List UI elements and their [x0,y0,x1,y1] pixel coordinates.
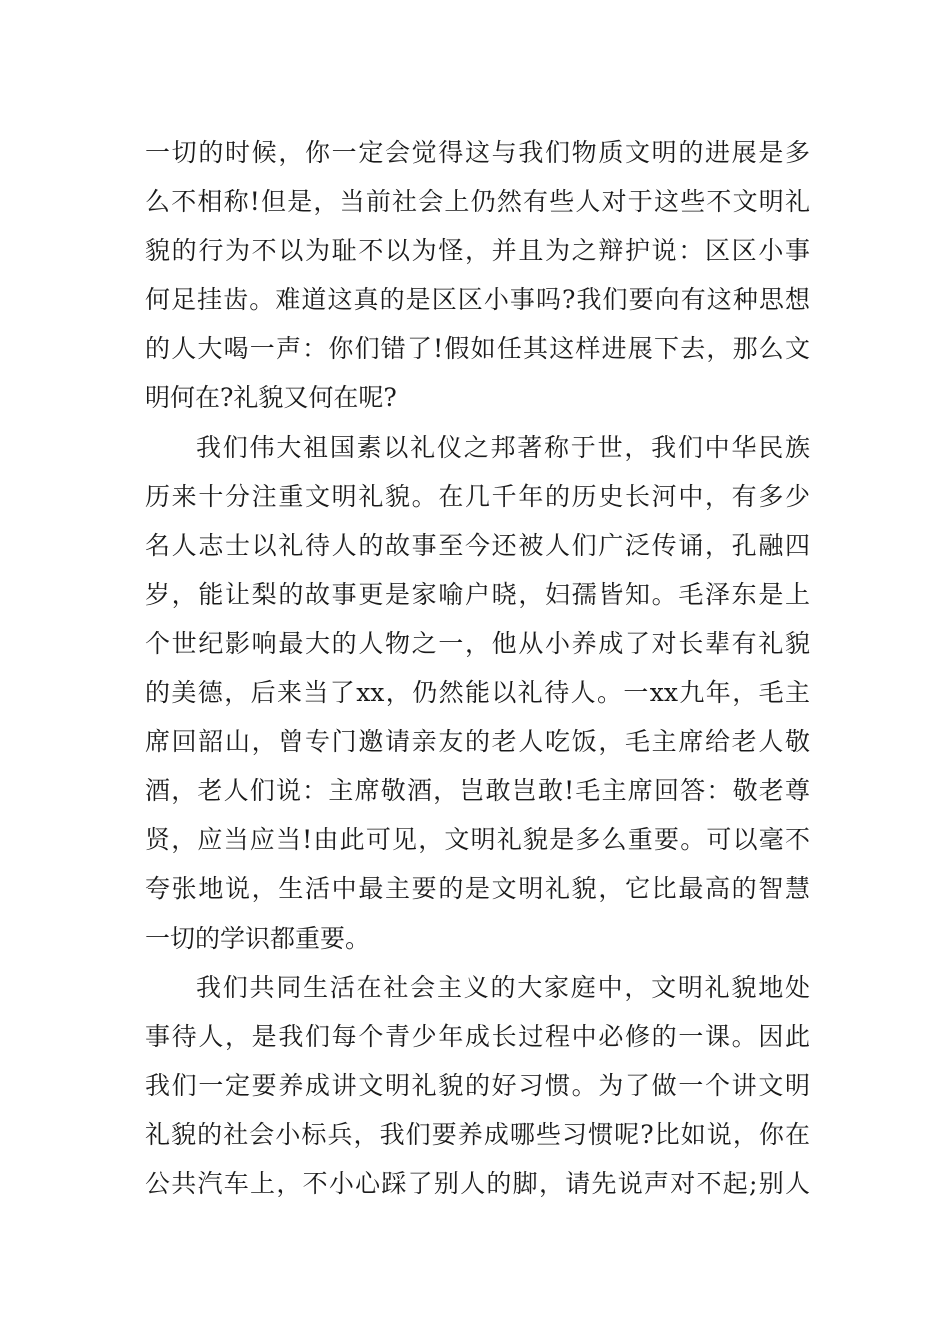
text-line: 历来十分注重文明礼貌。在几千年的历史长河中，有多少 [145,481,810,511]
paragraph-3 [145,963,810,1208]
text-line: 貌的行为不以为耻不以为怪，并且为之辩护说：区区小事 [145,236,810,266]
text-line: 席回韶山，曾专门邀请亲友的老人吃饭，毛主席给老人敬 [145,727,810,757]
text-line: 夸张地说，生活中最主要的是文明礼貌，它比最高的智慧 [145,874,810,904]
text-line: 公共汽车上，不小心踩了别人的脚，请先说声对不起;别人 [145,1168,810,1198]
paragraph-2 [145,423,810,963]
text-line: 的美德，后来当了xx，仍然能以礼待人。一xx九年，毛主 [145,678,810,708]
paragraph-1 [145,128,810,423]
text-line: 我们伟大祖国素以礼仪之邦著称于世，我们中华民族 [196,432,810,462]
text-line: 一切的时候，你一定会觉得这与我们物质文明的进展是多 [145,138,810,167]
text-line: 个世纪影响最大的人物之一，他从小养成了对长辈有礼貌 [145,628,810,658]
text-line: 酒，老人们说：主席敬酒，岂敢岂敢!毛主席回答：敬老尊 [145,776,810,806]
text-line: 的人大喝一声：你们错了!假如任其这样进展下去，那么文 [145,334,810,364]
text-line: 名人志士以礼待人的故事至今还被人们广泛传诵，孔融四 [145,530,810,560]
document-body [145,128,810,1208]
text-line: 一切的学识都重要。 [145,923,371,953]
text-line: 事待人，是我们每个青少年成长过程中必修的一课。因此 [145,1021,810,1051]
text-line: 明何在?礼貌又何在呢? [145,383,397,413]
text-line: 我们一定要养成讲文明礼貌的好习惯。为了做一个讲文明 [145,1070,810,1100]
text-line: 何足挂齿。难道这真的是区区小事吗?我们要向有这种思想 [145,285,810,315]
text-line: 么不相称!但是，当前社会上仍然有些人对于这些不文明礼 [145,187,810,217]
text-line: 岁，能让梨的故事更是家喻户晓，妇孺皆知。毛泽东是上 [145,579,810,609]
text-line: 礼貌的社会小标兵，我们要养成哪些习惯呢?比如说，你在 [145,1119,810,1149]
text-line: 贤，应当应当!由此可见，文明礼貌是多么重要。可以毫不 [145,825,810,855]
text-line: 我们共同生活在社会主义的大家庭中，文明礼貌地处 [196,972,810,1002]
